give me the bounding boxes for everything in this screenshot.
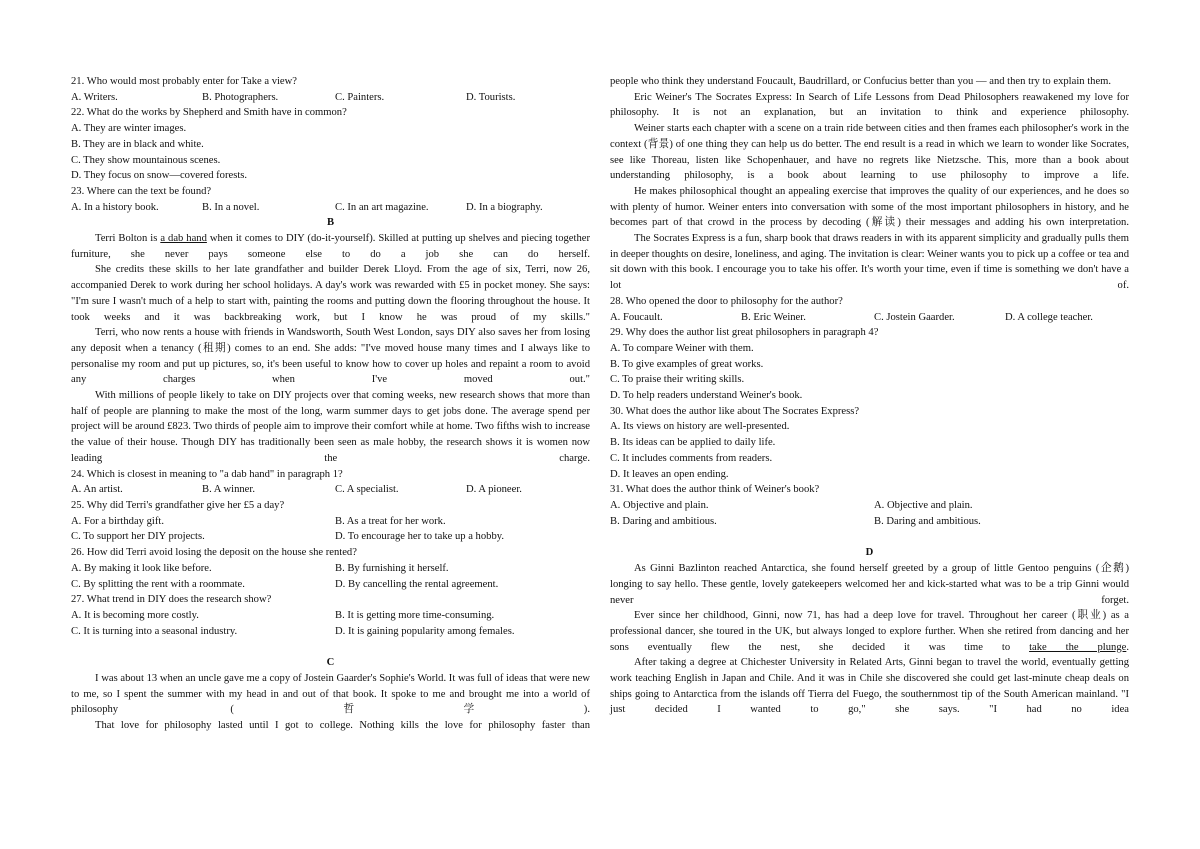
q25-option-d: D. To encourage her to take up a hobby. bbox=[335, 531, 504, 543]
section-d-p2-after: . bbox=[1126, 641, 1129, 653]
section-b-paragraph-3: Terri, who now rents a house with friends in Wandsworth, South West London, says DIY also saves her from losing any deposit when a tenancy (租期) comes to an end. She adds: "I've moved house many times and I always like to personalise my room and put up pictures, so, it's been useful to know how to cover up holes and repaint a room to avoid any charges when I've moved out." bbox=[71, 327, 590, 386]
q30-option-c: C. It includes comments from readers. bbox=[610, 452, 773, 464]
q28-option-d: D. A college teacher. bbox=[1005, 311, 1093, 323]
section-b-heading: B bbox=[326, 217, 335, 229]
q22-option-a: A. They are winter images. bbox=[71, 123, 187, 135]
q31-option-1: A. Objective and plain. bbox=[610, 499, 709, 511]
section-b-paragraph-1 bbox=[71, 231, 590, 262]
q24-stem: 24. Which is closest in meaning to "a dab hand" in paragraph 1? bbox=[71, 468, 343, 480]
q23-option-c: C. In an art magazine. bbox=[335, 201, 429, 213]
q27-option-c: C. It is turning into a seasonal industry. bbox=[71, 625, 238, 637]
q27-option-d: D. It is gaining popularity among females. bbox=[335, 625, 515, 637]
q28-stem: 28. Who opened the door to philosophy for the author? bbox=[610, 295, 843, 307]
section-d-paragraph-1: As Ginni Bazlinton reached Antarctica, she found herself greeted by a group of little Gentoo penguins (企鹅) longing to say hello. These gentle, lovely gatekeepers welcomed her and kick-started what was to be a trip Ginni would never forget. bbox=[610, 563, 1129, 606]
q22-option-d: D. They focus on snow—covered forests. bbox=[71, 170, 248, 182]
q21-options bbox=[71, 90, 590, 106]
q23-option-a: A. In a history book. bbox=[71, 201, 159, 213]
q27-stem: 27. What trend in DIY does the research show? bbox=[71, 594, 272, 606]
q31-options bbox=[610, 498, 1129, 529]
q29-stem: 29. Why does the author list great philosophers in paragraph 4? bbox=[610, 327, 879, 339]
q26-options bbox=[71, 561, 590, 592]
q26-option-a: A. By making it look like before. bbox=[71, 562, 212, 574]
q28-option-b: B. Eric Weiner. bbox=[741, 311, 806, 323]
q24-option-c: C. A specialist. bbox=[335, 484, 399, 496]
section-c-paragraph-5: He makes philosophical thought an appealing exercise that improves the quality of our experiences, and he does so with plenty of humor. Weiner enters into conversation with some of the most important philosophers in history, and he becomes part of that crowd in the process by decoding (解读) their messages and adding his own interpretation. bbox=[610, 185, 1129, 229]
section-b-paragraph-4: With millions of people likely to take on DIY projects over that coming weeks, new research shows that more than half of people are planning to make the most of the long, warm summer days to get jobs done. The average spend per project will be around £823. Two thirds of people aim to improve their comfort while at home. Two fifths wish to increase the value of their house. Though DIY has traditionally been seen as male hobby, the research shows it is women now leading the charge. bbox=[71, 390, 590, 464]
q29-option-b: B. To give examples of great works. bbox=[610, 358, 764, 370]
q22-stem: 22. What do the works by Shepherd and Smith have in common? bbox=[71, 107, 347, 119]
spacer bbox=[610, 529, 1129, 545]
q24-options bbox=[71, 482, 590, 498]
q26-option-b: B. By furnishing it herself. bbox=[335, 562, 449, 574]
q29-option-a: A. To compare Weiner with them. bbox=[610, 342, 754, 354]
q23-option-b: B. In a novel. bbox=[202, 201, 260, 213]
q29-option-d: D. To help readers understand Weiner's book. bbox=[610, 390, 803, 402]
q21-option-b: B. Photographers. bbox=[202, 91, 279, 103]
q21-option-d: D. Tourists. bbox=[466, 91, 516, 103]
q22-option-b: B. They are in black and white. bbox=[71, 138, 204, 150]
section-c-paragraph-4: Weiner starts each chapter with a scene on a train ride between cities and then frames each philosopher's work in the context (背景) of one thing they can help us do better. The end result is a read in which we learn to wonder like Socrates, see like Thoreau, listen like Schopenhauer, and have no regrets like Nietzsche. This, more than a book about understanding philosophy, is a book about learning to use philosophy to improve a life. bbox=[610, 123, 1129, 182]
q31-stem: 31. What does the author think of Weiner's book? bbox=[610, 484, 820, 496]
q21-stem: 21. Who would most probably enter for Take a view? bbox=[71, 76, 297, 87]
section-c-heading: C bbox=[326, 657, 335, 669]
q28-option-c: C. Jostein Gaarder. bbox=[874, 311, 955, 323]
q24-option-b: B. A winner. bbox=[202, 484, 255, 496]
q27-options bbox=[71, 608, 590, 639]
section-d-heading: D bbox=[865, 547, 874, 559]
q25-stem: 25. Why did Terri's grandfather give her £5 a day? bbox=[71, 499, 285, 511]
q22-option-c: C. They show mountainous scenes. bbox=[71, 154, 221, 166]
section-c-paragraph-2-start: That love for philosophy lasted until I got to college. Nothing kills the love for philosophy faster than bbox=[95, 720, 590, 732]
section-d-paragraph-2 bbox=[610, 608, 1129, 655]
right-column bbox=[610, 74, 1129, 718]
q30-option-b: B. Its ideas can be applied to daily life. bbox=[610, 437, 776, 449]
section-c-paragraph-1: I was about 13 when an uncle gave me a copy of Jostein Gaarder's Sophie's World. It was full of ideas that were new to me, so I spent the summer with my head in and out of that book. It spoke to me and brought me into a world of philosophy (哲学). bbox=[71, 673, 590, 716]
q31-option-4: B. Daring and ambitious. bbox=[874, 515, 981, 527]
dab-hand-phrase: a dab hand bbox=[160, 233, 207, 245]
left-column bbox=[71, 74, 590, 734]
q30-option-d: D. It leaves an open ending. bbox=[610, 468, 729, 480]
q28-option-a: A. Foucault. bbox=[610, 311, 663, 323]
q21-option-c: C. Painters. bbox=[335, 91, 385, 103]
q25-option-a: A. For a birthday gift. bbox=[71, 515, 164, 527]
q23-options bbox=[71, 200, 590, 216]
q29-option-c: C. To praise their writing skills. bbox=[610, 374, 745, 386]
q23-stem: 23. Where can the text be found? bbox=[71, 185, 212, 197]
section-d-paragraph-3: After taking a degree at Chichester University in Related Arts, Ginni began to travel the world, eventually getting work teaching English in Japan and Chile. And it was in Chile she discovered she could get last-minute cheap deals on ships going to Antarctica from the islands off Tierra del Fuego, the southernmost tip of the South American mainland. "I just decided I wanted to go," she says. "I had no idea bbox=[610, 657, 1129, 716]
section-b-p1-before: Terri Bolton is bbox=[95, 233, 161, 245]
q24-option-d: D. A pioneer. bbox=[466, 484, 522, 496]
q27-option-a: A. It is becoming more costly. bbox=[71, 609, 199, 621]
q25-options bbox=[71, 514, 590, 545]
take-the-plunge-phrase: take the plunge bbox=[1029, 641, 1127, 653]
q30-stem: 30. What does the author like about The Socrates Express? bbox=[610, 405, 860, 417]
q26-option-d: D. By cancelling the rental agreement. bbox=[335, 578, 499, 590]
section-b-paragraph-2: She credits these skills to her late grandfather and builder Derek Lloyd. From the age of six, Terri, now 26, accompanied Derek to work during her school holidays. A day's work was rewarded with £5 in pocket money. She says: "I'm sure I wasn't much of a help to start with, painting the rooms and putting down the flooring throughout the house. It took weeks and it was backbreaking work, but I know he was proud of my skills." bbox=[71, 264, 590, 323]
q26-stem: 26. How did Terri avoid losing the deposit on the house she rented? bbox=[71, 547, 357, 559]
q25-option-c: C. To support her DIY projects. bbox=[71, 531, 205, 543]
section-b-p1-after: when it comes to DIY (do-it-yourself). Skilled at putting up shelves and piecing together furniture, she never pays someone else to do a job she can do herself. bbox=[71, 233, 590, 260]
q26-option-c: C. By splitting the rent with a roommate. bbox=[71, 578, 245, 590]
section-c-paragraph-3: Eric Weiner's The Socrates Express: In Search of Life Lessons from Dead Philosophers reawakened my love for philosophy. It is not an explanation, but an invitation to think and experience philosophy. bbox=[610, 91, 1129, 119]
q25-option-b: B. As a treat for her work. bbox=[335, 515, 446, 527]
q31-option-3: B. Daring and ambitious. bbox=[610, 515, 717, 527]
section-d-p2-before: Ever since her childhood, Ginni, now 71, has had a deep love for travel. Throughout her career (职业) as a professional dancer, she toured in the UK, but always longed to explore further. When she retired from dancing and her sons eventually flew the nest, she decided it was time to bbox=[610, 610, 1129, 653]
q28-options bbox=[610, 310, 1129, 326]
q23-option-d: D. In a biography. bbox=[466, 201, 543, 213]
section-c-paragraph-6: The Socrates Express is a fun, sharp book that draws readers in with its apparent simplicity and gradually pulls them in deeper thoughts on desire, loneliness, and aging. The invitation is clear: Weiner wants you to pick up a coffee or tea and sit down with this book. I encourage you to take his offer. It's worth your time, even if time is something we don't have a lot of. bbox=[610, 233, 1129, 292]
section-c-paragraph-2-end: people who think they understand Foucault, Baudrillard, or Confucius better than you — and then try to explain them. bbox=[610, 76, 1112, 87]
q31-option-2: A. Objective and plain. bbox=[874, 499, 973, 511]
q24-option-a: A. An artist. bbox=[71, 484, 123, 496]
q27-option-b: B. It is getting more time-consuming. bbox=[335, 609, 495, 621]
q30-option-a: A. Its views on history are well-presented. bbox=[610, 421, 790, 433]
q21-option-a: A. Writers. bbox=[71, 91, 118, 103]
spacer bbox=[71, 639, 590, 655]
